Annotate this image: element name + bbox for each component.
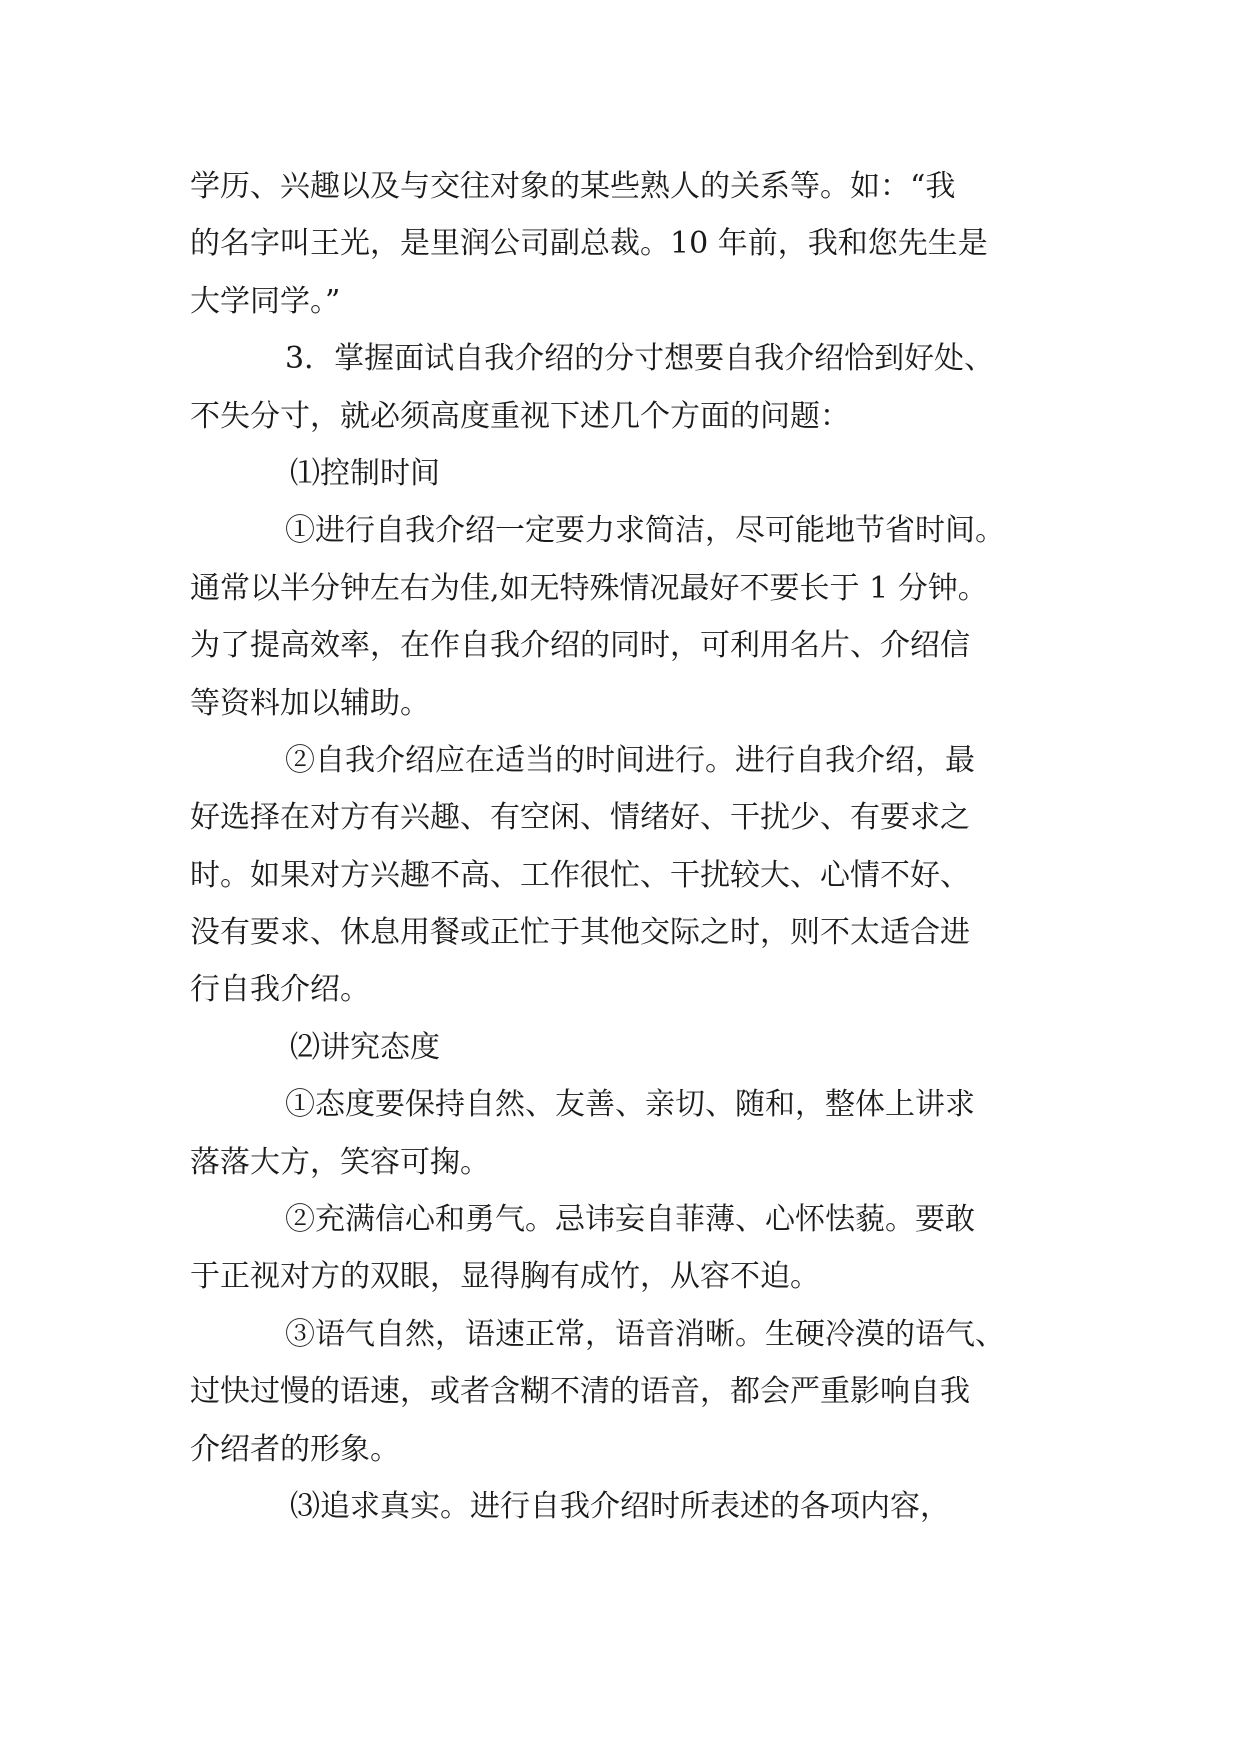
text-line: 的名字叫王光，是里润公司副总裁。10 年前，我和您先生是	[190, 226, 988, 262]
text-line: 时。如果对方兴趣不高、工作很忙、干扰较大、心情不好、	[190, 857, 970, 893]
text-line: ①态度要保持自然、友善、亲切、随和，整体上讲求	[285, 1087, 975, 1123]
text-line: ②自我介绍应在适当的时间进行。进行自我介绍，最	[285, 742, 975, 778]
document-page	[190, 158, 1060, 1535]
section-heading: ⑴控制时间	[290, 455, 440, 491]
section-heading: ⑵讲究态度	[290, 1029, 440, 1065]
text-line: 不失分寸，就必须高度重视下述几个方面的问题：	[190, 398, 850, 434]
text-line: ①进行自我介绍一定要力求简洁，尽可能地节省时间。	[285, 513, 1005, 549]
text-line: 大学同学。”	[190, 283, 341, 319]
text-line: 行自我介绍。	[190, 972, 370, 1008]
section-heading: ⑶追求真实。进行自我介绍时所表述的各项内容，	[290, 1488, 950, 1524]
text-line: 过快过慢的语速，或者含糊不清的语音，都会严重影响自我	[190, 1374, 970, 1410]
text-line: ③语气自然，语速正常，语音消晰。生硬冷漠的语气、	[285, 1316, 1005, 1352]
text-line: 3．掌握面试自我介绍的分寸想要自我介绍恰到好处、	[285, 341, 995, 377]
text-line: 介绍者的形象。	[190, 1431, 400, 1467]
text-line: 为了提高效率，在作自我介绍的同时，可利用名片、介绍信	[190, 628, 970, 664]
text-line: 于正视对方的双眼，显得胸有成竹，从容不迫。	[190, 1259, 820, 1295]
text-line: 学历、兴趣以及与交往对象的某些熟人的关系等。如：“我	[190, 169, 956, 204]
text-line: 好选择在对方有兴趣、有空闲、情绪好、干扰少、有要求之	[190, 800, 970, 836]
text-line: 落落大方，笑容可掬。	[190, 1144, 490, 1180]
text-line: ②充满信心和勇气。忌讳妄自菲薄、心怀怯藐。要敢	[285, 1202, 975, 1238]
text-line: 没有要求、休息用餐或正忙于其他交际之时，则不太适合进	[190, 915, 970, 951]
text-line: 等资料加以辅助。	[190, 685, 430, 721]
text-line: 通常以半分钟左右为佳,如无特殊情况最好不要长于 1 分钟。	[190, 570, 988, 606]
